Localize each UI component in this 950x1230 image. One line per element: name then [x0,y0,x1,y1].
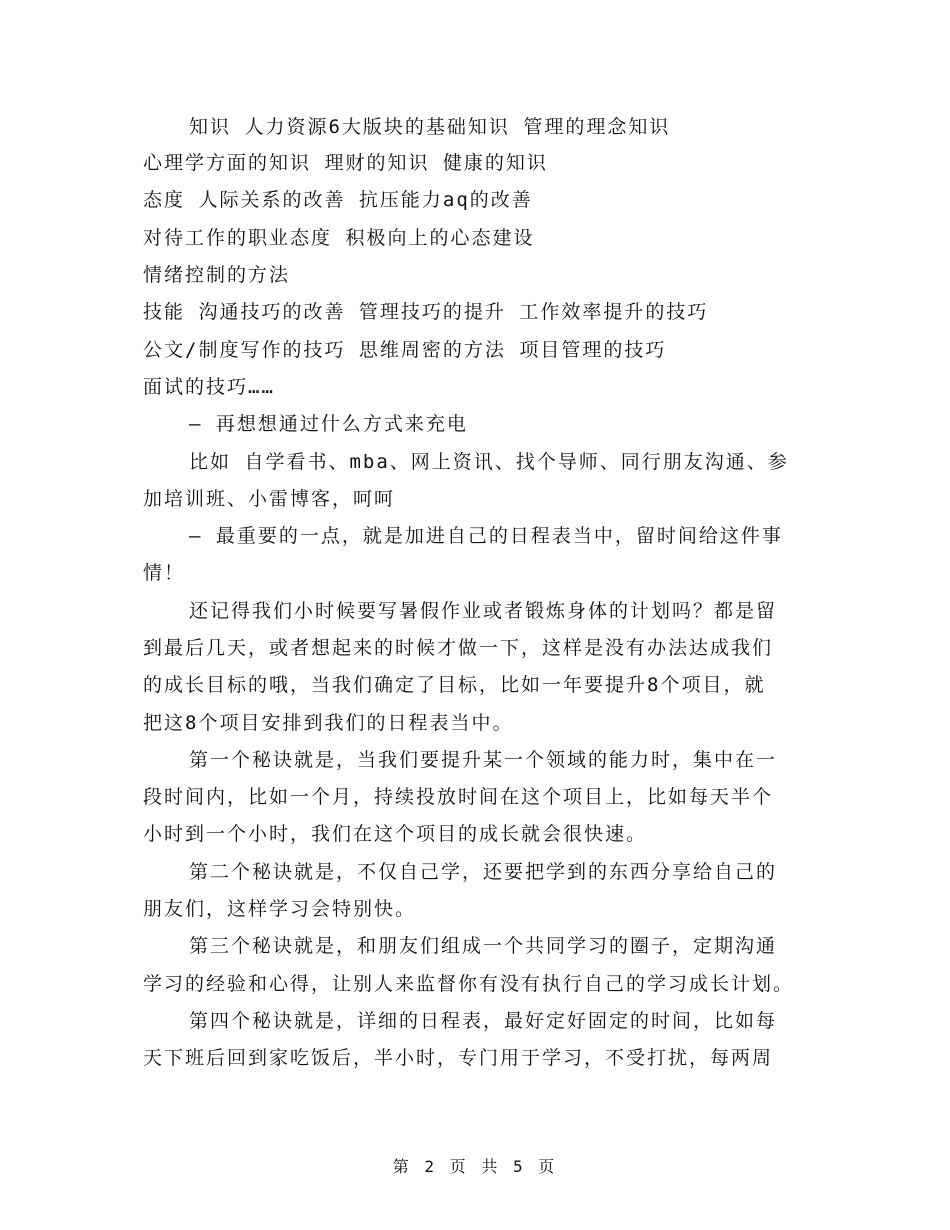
text-line: 第四个秘诀就是，详细的日程表，最好定好固定的时间，比如每 [189,1010,778,1032]
text-line: 学习的经验和心得，让别人来监督你有没有执行自己的学习成长计划。 [143,973,795,995]
text-line: 的成长目标的哦，当我们确定了目标，比如一年要提升8个项目，就 [143,674,766,696]
text-line: 情！ [143,562,186,584]
text-line: 知识 人力资源6大版块的基础知识 管理的理念知识 [189,116,671,138]
text-line: 小时到一个小时，我们在这个项目的成长就会很快速。 [143,823,648,845]
text-line: 到最后几天，或者想起来的时候才做一下，这样是没有办法达成我们 [143,637,774,659]
text-line: 技能 沟通技巧的改善 管理技巧的提升 工作效率提升的技巧 [143,301,709,323]
text-line: 公文/制度写作的技巧 思维周密的方法 项目管理的技巧 [143,339,667,361]
text-line: 朋友们，这样学习会特别快。 [143,898,417,920]
text-line: 对待工作的职业态度 积极向上的心态建设 [143,227,535,249]
text-line: 段时间内，比如一个月，持续投放时间在这个项目上，比如每天半个 [143,786,774,808]
text-line: 态度 人际关系的改善 抗压能力aq的改善 [143,189,533,211]
text-line: 天下班后回到家吃饭后，半小时，专门用于学习，不受打扰，每两周 [143,1047,774,1069]
page-number-footer: 第 2 页 共 5 页 [392,1157,558,1176]
text-line: 第三个秘诀就是，和朋友们组成一个共同学习的圈子，定期沟通 [189,935,778,957]
text-line: 还记得我们小时候要写暑假作业或者锻炼身体的计划吗？都是留 [189,600,778,622]
text-line: 情绪控制的方法 [143,264,291,286]
text-line: — 最重要的一点，就是加进自己的日程表当中，留时间给这件事 [189,525,783,547]
text-line: 第一个秘诀就是，当我们要提升某一个领域的能力时，集中在一 [189,749,778,771]
text-line: 把这8个项目安排到我们的日程表当中。 [143,712,514,734]
text-line: 加培训班、小雷博客，呵呵 [143,488,396,510]
text-line: 面试的技巧…… [143,376,275,398]
text-line: 第二个秘诀就是，不仅自己学，还要把学到的东西分享给自己的 [189,861,778,883]
text-line: 心理学方面的知识 理财的知识 健康的知识 [143,152,548,174]
text-line: 比如 自学看书、mba、网上资讯、找个导师、同行朋友沟通、参 [189,451,789,473]
text-line: — 再想想通过什么方式来充电 [189,413,468,435]
